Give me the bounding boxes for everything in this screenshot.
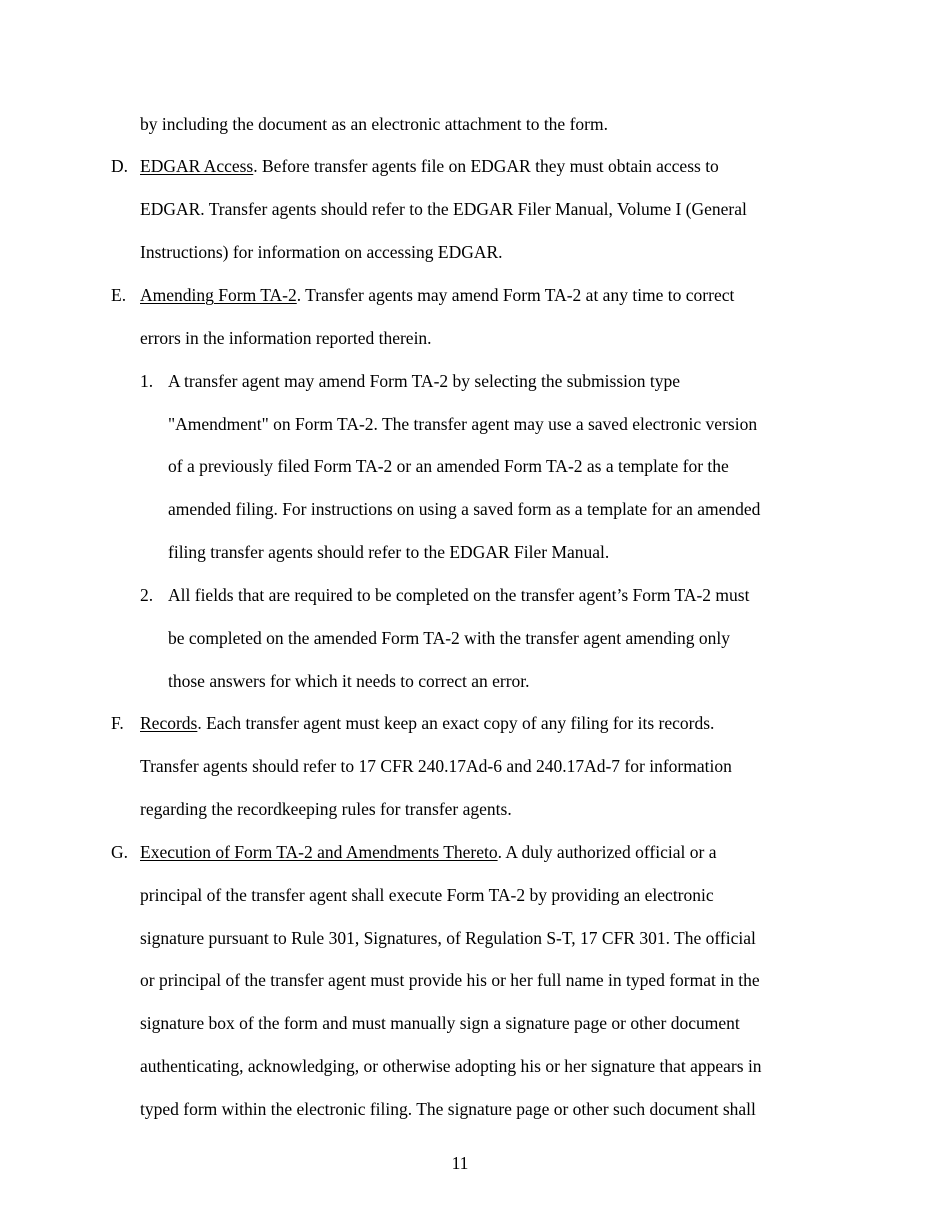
section-line: EDGAR. Transfer agents should refer to the EDGAR Filer Manual, Volume I (General [140, 199, 747, 219]
section-marker: F. [111, 713, 124, 733]
item-line: be completed on the amended Form TA-2 with the transfer agent amending only [168, 628, 731, 648]
item-line: "Amendment" on Form TA-2. The transfer agent may use a saved electronic version [168, 414, 758, 434]
section-first-line-text: . Each transfer agent must keep an exact copy of any filing for its records. [197, 713, 715, 733]
continuation-line: by including the document as an electronic attachment to the form. [140, 114, 608, 134]
item-line: of a previously filed Form TA-2 or an amended Form TA-2 as a template for the [168, 456, 729, 476]
section-heading: Records [140, 713, 198, 733]
section-line: authenticating, acknowledging, or otherwise adopting his or her signature that appears in [140, 1056, 762, 1076]
section-first-line-text: . A duly authorized official or a [497, 842, 717, 862]
section-first-line [140, 285, 734, 305]
item-marker: 1. [140, 371, 154, 391]
item-line: those answers for which it needs to correct an error. [168, 671, 530, 691]
section-marker: D. [111, 156, 129, 176]
section-first-line-text: . Before transfer agents file on EDGAR they must obtain access to [253, 156, 719, 176]
item-line: All fields that are required to be completed on the transfer agent’s Form TA-2 must [168, 585, 750, 605]
section-first-line-text: . Transfer agents may amend Form TA-2 at any time to correct [296, 285, 735, 305]
section-marker: E. [111, 285, 127, 305]
section-line: signature pursuant to Rule 301, Signatures, of Regulation S-T, 17 CFR 301. The official [140, 928, 756, 948]
section-line: principal of the transfer agent shall execute Form TA-2 by providing an electronic [140, 885, 714, 905]
item-line: amended filing. For instructions on using a saved form as a template for an amended [168, 499, 761, 519]
section-line: errors in the information reported therein. [140, 328, 432, 348]
item-line: A transfer agent may amend Form TA-2 by selecting the submission type [168, 371, 680, 391]
section-heading: Amending Form TA-2 [140, 285, 297, 305]
section-first-line [140, 842, 716, 862]
item-marker: 2. [140, 585, 154, 605]
section-marker: G. [111, 842, 129, 862]
page-number: 11 [451, 1153, 469, 1173]
section-heading: EDGAR Access [140, 156, 254, 176]
section-first-line [140, 156, 719, 176]
section-line: regarding the recordkeeping rules for transfer agents. [140, 799, 512, 819]
section-line: Transfer agents should refer to 17 CFR 240.17Ad-6 and 240.17Ad-7 for information [140, 756, 732, 776]
section-line: typed form within the electronic filing. The signature page or other such document shall [140, 1099, 756, 1119]
section-line: or principal of the transfer agent must provide his or her full name in typed format in the [140, 970, 760, 990]
section-line: signature box of the form and must manually sign a signature page or other document [140, 1013, 740, 1033]
section-line: Instructions) for information on accessing EDGAR. [140, 242, 503, 262]
section-heading: Execution of Form TA-2 and Amendments Thereto [140, 842, 498, 862]
item-line: filing transfer agents should refer to the EDGAR Filer Manual. [168, 542, 610, 562]
section-first-line [140, 713, 714, 733]
